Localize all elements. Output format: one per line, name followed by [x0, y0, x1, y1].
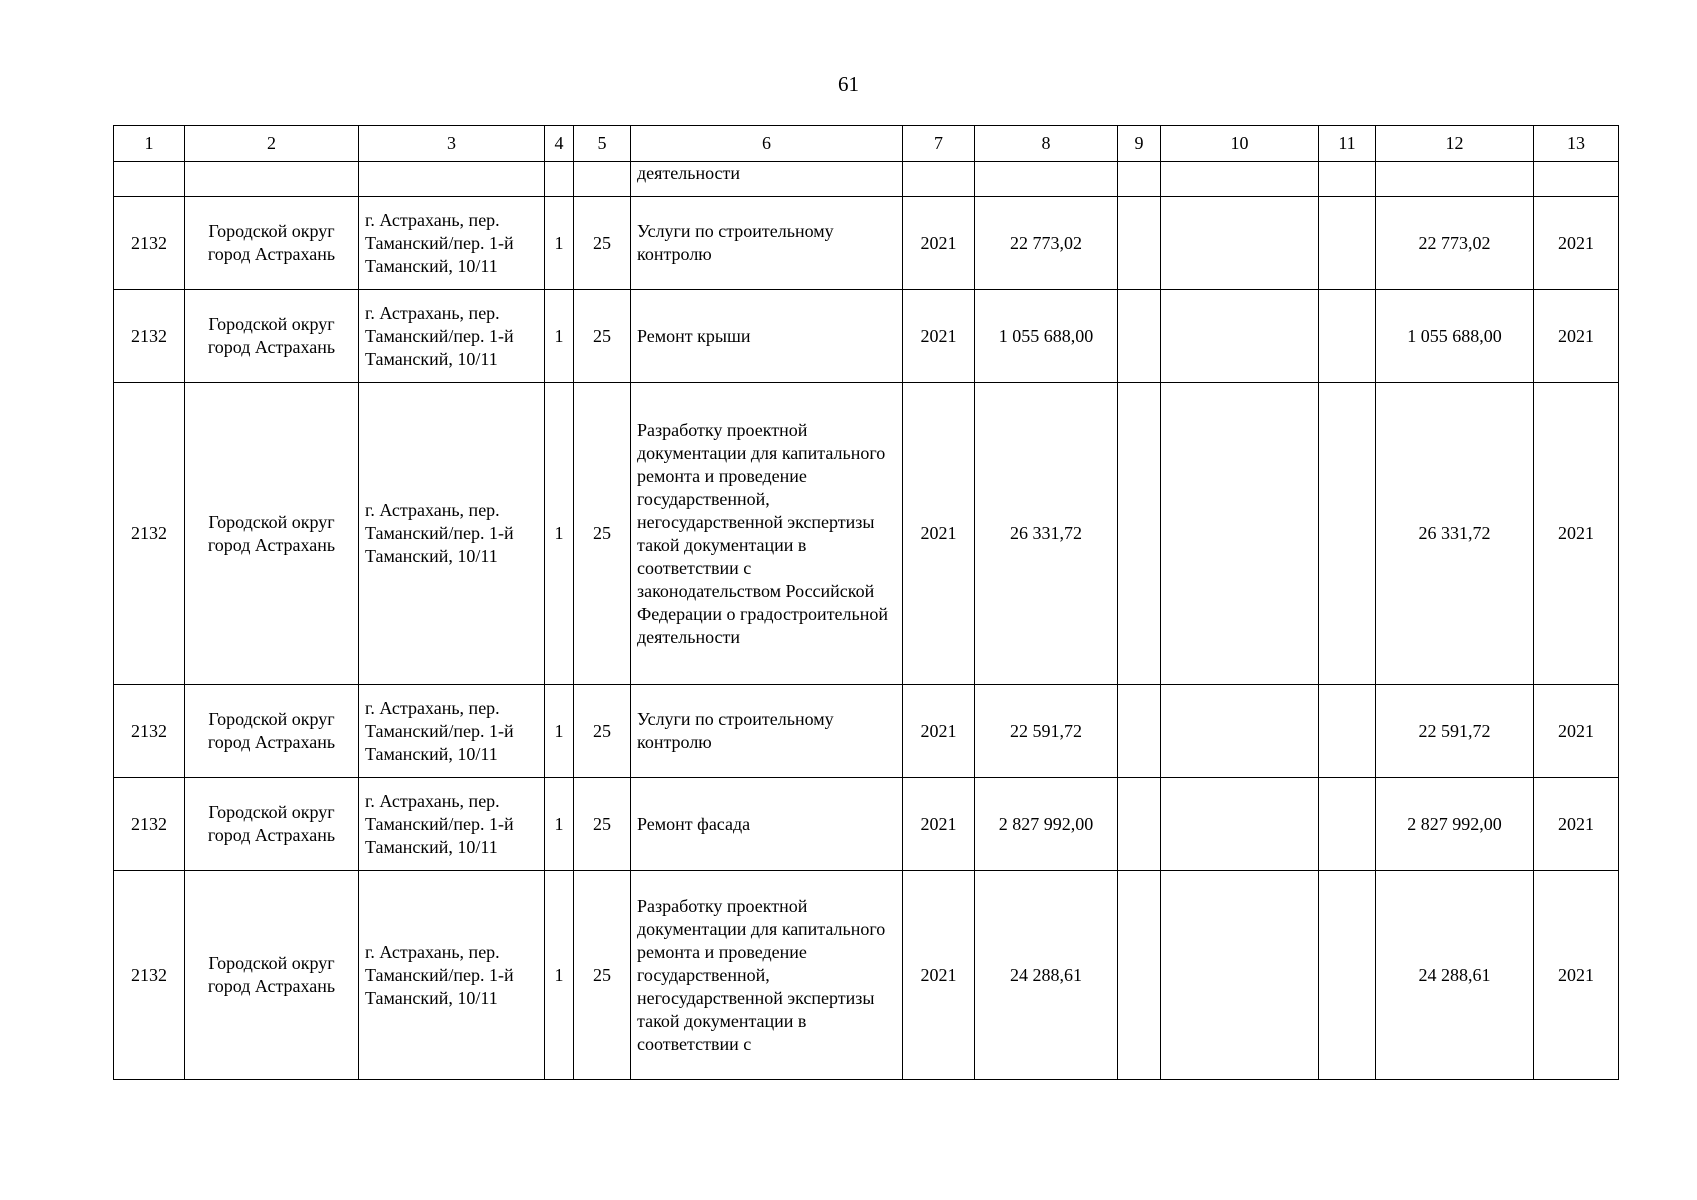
- column-header: 11: [1319, 126, 1376, 162]
- cell-municipality: Городской округ город Астрахань: [185, 685, 359, 778]
- cell-col5: 25: [574, 685, 631, 778]
- cell-code: 2132: [114, 871, 185, 1080]
- cell-col12: 22 591,72: [1376, 685, 1534, 778]
- cell-col13: 2021: [1534, 685, 1619, 778]
- column-header: 2: [185, 126, 359, 162]
- column-header: 3: [359, 126, 545, 162]
- cell-col11: [1319, 197, 1376, 290]
- column-header: 6: [631, 126, 903, 162]
- cell-col11: [1319, 778, 1376, 871]
- cell-work-type: Разработку проектной документации для капитального ремонта и проведение государственной, негосударственной экспертизы такой документации в соответствии с: [631, 871, 903, 1080]
- cell-year: 2021: [903, 685, 975, 778]
- cell-col10: [1161, 778, 1319, 871]
- page-number: 61: [838, 72, 859, 96]
- cell-col9: [1118, 197, 1161, 290]
- cell-municipality: Городской округ город Астрахань: [185, 871, 359, 1080]
- cell-address: г. Астрахань, пер. Таманский/пер. 1-й Таманский, 10/11: [359, 383, 545, 685]
- cell-col5: 25: [574, 197, 631, 290]
- cell-col10: [1161, 383, 1319, 685]
- cell-col12: 2 827 992,00: [1376, 778, 1534, 871]
- cell-address: г. Астрахань, пер. Таманский/пер. 1-й Таманский, 10/11: [359, 197, 545, 290]
- cell-col13: 2021: [1534, 778, 1619, 871]
- cell-col5: 25: [574, 871, 631, 1080]
- cell-col12: 1 055 688,00: [1376, 290, 1534, 383]
- cell-col11: [1319, 871, 1376, 1080]
- cell-col12: 24 288,61: [1376, 871, 1534, 1080]
- cell-col13: 2021: [1534, 383, 1619, 685]
- cell-col13: 2021: [1534, 871, 1619, 1080]
- cell-col13: 2021: [1534, 197, 1619, 290]
- cell-address: г. Астрахань, пер. Таманский/пер. 1-й Таманский, 10/11: [359, 871, 545, 1080]
- cell-cost: 26 331,72: [975, 383, 1118, 685]
- cell-col11: [1319, 383, 1376, 685]
- cell-cost: 1 055 688,00: [975, 290, 1118, 383]
- cell-col9: [1118, 778, 1161, 871]
- cell-col10: [1161, 685, 1319, 778]
- cell-cost: 24 288,61: [975, 871, 1118, 1080]
- cell-col12: 22 773,02: [1376, 197, 1534, 290]
- cell-col4: 1: [545, 778, 574, 871]
- cell-municipality: Городской округ город Астрахань: [185, 197, 359, 290]
- cell-work-type: Ремонт фасада: [631, 778, 903, 871]
- cell-col9: [1118, 290, 1161, 383]
- cell-year: 2021: [903, 383, 975, 685]
- cell-year: 2021: [903, 197, 975, 290]
- table-row: [114, 685, 1619, 778]
- works-table: [113, 125, 1619, 1080]
- table-row: [114, 778, 1619, 871]
- cell-col11: [1319, 685, 1376, 778]
- cell-col9: [1118, 871, 1161, 1080]
- column-header: 12: [1376, 126, 1534, 162]
- cell-col4: 1: [545, 290, 574, 383]
- column-header: 5: [574, 126, 631, 162]
- cell-address: г. Астрахань, пер. Таманский/пер. 1-й Таманский, 10/11: [359, 290, 545, 383]
- cell-col4: 1: [545, 871, 574, 1080]
- cell-year: 2021: [903, 778, 975, 871]
- continuation-row: [114, 162, 1619, 197]
- cell-col10: [1161, 290, 1319, 383]
- column-header: 8: [975, 126, 1118, 162]
- cell-municipality: Городской округ город Астрахань: [185, 778, 359, 871]
- cell-address: г. Астрахань, пер. Таманский/пер. 1-й Таманский, 10/11: [359, 778, 545, 871]
- column-header: 7: [903, 126, 975, 162]
- cell-col4: 1: [545, 197, 574, 290]
- cell-col12: 26 331,72: [1376, 383, 1534, 685]
- cell-address: г. Астрахань, пер. Таманский/пер. 1-й Таманский, 10/11: [359, 685, 545, 778]
- cell-code: 2132: [114, 290, 185, 383]
- table-row: [114, 197, 1619, 290]
- cell-col9: [1118, 383, 1161, 685]
- table-row: [114, 290, 1619, 383]
- cell-work-type: Услуги по строительному контролю: [631, 685, 903, 778]
- column-header: 4: [545, 126, 574, 162]
- cell-municipality: Городской округ город Астрахань: [185, 290, 359, 383]
- column-header: 9: [1118, 126, 1161, 162]
- cell-code: 2132: [114, 685, 185, 778]
- column-header: 10: [1161, 126, 1319, 162]
- column-number-header: [114, 126, 1619, 162]
- cell-code: 2132: [114, 778, 185, 871]
- continuation-text: деятельности: [631, 162, 903, 197]
- cell-year: 2021: [903, 290, 975, 383]
- cell-col9: [1118, 685, 1161, 778]
- cell-cost: 22 591,72: [975, 685, 1118, 778]
- cell-col4: 1: [545, 383, 574, 685]
- cell-cost: 22 773,02: [975, 197, 1118, 290]
- cell-code: 2132: [114, 197, 185, 290]
- column-header: 1: [114, 126, 185, 162]
- column-header: 13: [1534, 126, 1619, 162]
- cell-col10: [1161, 197, 1319, 290]
- cell-col5: 25: [574, 290, 631, 383]
- cell-year: 2021: [903, 871, 975, 1080]
- cell-col4: 1: [545, 685, 574, 778]
- cell-col5: 25: [574, 778, 631, 871]
- table-row: [114, 383, 1619, 685]
- cell-work-type: Услуги по строительному контролю: [631, 197, 903, 290]
- table-row: [114, 871, 1619, 1080]
- cell-work-type: Разработку проектной документации для капитального ремонта и проведение государственной, негосударственной экспертизы такой документации в соответствии с законодательством Российской Федерации о градостроительной деятельности: [631, 383, 903, 685]
- cell-col10: [1161, 871, 1319, 1080]
- cell-col5: 25: [574, 383, 631, 685]
- cell-col13: 2021: [1534, 290, 1619, 383]
- cell-work-type: Ремонт крыши: [631, 290, 903, 383]
- cell-col11: [1319, 290, 1376, 383]
- cell-municipality: Городской округ город Астрахань: [185, 383, 359, 685]
- cell-cost: 2 827 992,00: [975, 778, 1118, 871]
- cell-code: 2132: [114, 383, 185, 685]
